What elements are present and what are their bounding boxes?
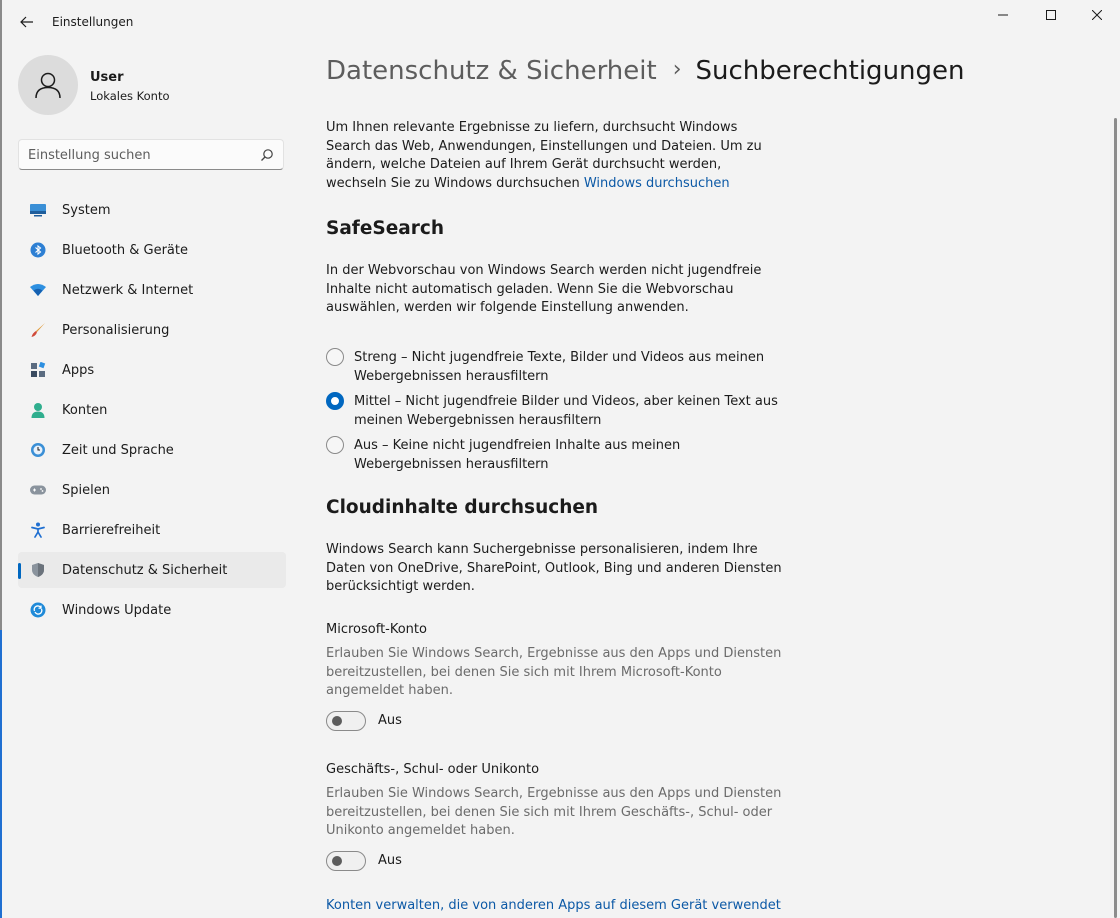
apps-icon [29,362,47,378]
microsoft-account-description: Erlauben Sie Windows Search, Ergebnisse aus den Apps und Diensten bereitzustellen, bei denen Sie sich mit Ihrem Microsoft-Konto angemeldet haben. [326,646,782,699]
radio-button[interactable] [326,392,344,410]
sidebar-item-label: Windows Update [62,603,172,618]
user-account-type: Lokales Konto [90,89,170,103]
scrollbar[interactable] [1114,118,1117,918]
sidebar-item-time-language[interactable] [18,432,286,468]
sidebar-item-label: System [62,203,111,218]
shield-icon [29,562,47,578]
microsoft-account-toggle-label: Aus [378,713,402,728]
sidebar-item-network[interactable] [18,272,286,308]
wifi-icon [29,282,47,298]
sidebar-item-windows-update[interactable] [18,592,286,628]
windows-search-link[interactable]: Windows durchsuchen [583,175,730,191]
sidebar-item-label: Netzwerk & Internet [62,283,194,298]
manage-accounts-link-row [326,897,846,916]
radio-button[interactable] [326,348,344,366]
work-account-description: Erlauben Sie Windows Search, Ergebnisse aus den Apps und Diensten bereitzustellen, bei denen Sie sich mit Ihrem Geschäfts-, Schul- oder Unikonto angemeldet haben. [326,786,782,839]
sidebar-item-accessibility[interactable] [18,512,286,548]
toggle-knob [332,716,342,726]
sidebar-nav [18,192,286,632]
work-account-toggle[interactable] [326,851,366,871]
title-bar [0,0,1120,44]
settings-search-box[interactable] [18,139,284,170]
intro-text [326,119,786,193]
system-icon [29,202,47,218]
microsoft-account-toggle[interactable] [326,711,366,731]
clock-globe-icon [29,442,47,458]
minimize-button[interactable] [980,0,1026,30]
sidebar-item-label: Zeit und Sprache [62,443,174,458]
app-title: Einstellungen [52,15,134,29]
search-icon[interactable] [260,148,274,162]
search-input[interactable] [28,145,253,165]
maximize-icon [1046,10,1056,20]
work-account-toggle-label: Aus [378,853,402,868]
breadcrumb-separator: › [672,57,682,82]
safesearch-heading: SafeSearch [326,218,445,239]
update-icon [29,602,47,618]
microsoft-account-title: Microsoft-Konto [326,622,427,637]
breadcrumb [326,56,965,86]
sidebar-item-accounts[interactable] [18,392,286,428]
manage-accounts-link[interactable]: Konten verwalten, die von anderen Apps auf diesem Gerät verwendet [326,898,781,913]
radio-label: Aus – Keine nicht jugendfreien Inhalte aus meinen Webergebnissen herausfiltern [354,438,681,472]
sidebar-item-label: Datenschutz & Sicherheit [62,563,228,578]
brush-icon [29,322,47,338]
bluetooth-icon [29,242,47,258]
close-icon [1092,10,1102,20]
radio-button[interactable] [326,436,344,454]
window-left-accent [0,630,2,918]
cloud-search-heading: Cloudinhalte durchsuchen [326,497,599,518]
sidebar-item-label: Barrierefreiheit [62,523,161,538]
intro-body: Um Ihnen relevante Ergebnisse zu liefern, durchsucht Windows Search das Web, Anwendungen, Einstellungen und Dateien. Um zu ändern, welche Dateien auf Ihrem Gerät durchsucht werden, wechseln Sie zu Windows durchsuchen [326,120,762,191]
safesearch-description: In der Webvorschau von Windows Search werden nicht jugendfreie Inhalte nicht automatisch geladen. Wenn Sie die Webvorschau auswählen, werden wir folgende Einstellung anwenden. [326,263,762,316]
radio-label: Streng – Nicht jugendfreie Texte, Bilder und Videos aus meinen Webergebnissen herausfiltern [354,350,765,384]
sidebar-item-personalization[interactable] [18,312,286,348]
person-icon [29,402,47,418]
back-button[interactable] [16,11,38,33]
page-title: Suchberechtigungen [695,56,965,86]
radio-label: Mittel – Nicht jugendfreie Bilder und Videos, aber keinen Text aus meinen Webergebnissen herausfiltern [354,394,778,428]
user-name: User [90,70,124,85]
selection-indicator [18,563,21,579]
cloud-search-description: Windows Search kann Suchergebnisse personalisieren, indem Ihre Daten von OneDrive, SharePoint, Outlook, Bing und anderen Diensten berücksichtigt werden. [326,542,782,595]
minimize-icon [998,10,1008,20]
maximize-button[interactable] [1028,0,1074,30]
toggle-knob [332,856,342,866]
sidebar-item-bluetooth[interactable] [18,232,286,268]
sidebar-item-label: Spielen [62,483,110,498]
sidebar-item-gaming[interactable] [18,472,286,508]
close-button[interactable] [1074,0,1120,30]
sidebar-item-label: Konten [62,403,108,418]
accessibility-icon [29,522,47,538]
work-account-title: Geschäfts-, Schul- oder Unikonto [326,762,540,777]
sidebar-item-privacy-security[interactable] [18,552,286,588]
gamepad-icon [29,482,47,498]
sidebar-item-label: Personalisierung [62,323,170,338]
sidebar-item-system[interactable] [18,192,286,228]
sidebar-item-apps[interactable] [18,352,286,388]
sidebar-item-label: Bluetooth & Geräte [62,243,188,258]
back-arrow-icon [20,16,34,28]
sidebar-item-label: Apps [62,363,95,378]
person-icon [33,70,63,100]
breadcrumb-parent[interactable]: Datenschutz & Sicherheit [326,56,657,86]
avatar[interactable] [18,55,78,115]
